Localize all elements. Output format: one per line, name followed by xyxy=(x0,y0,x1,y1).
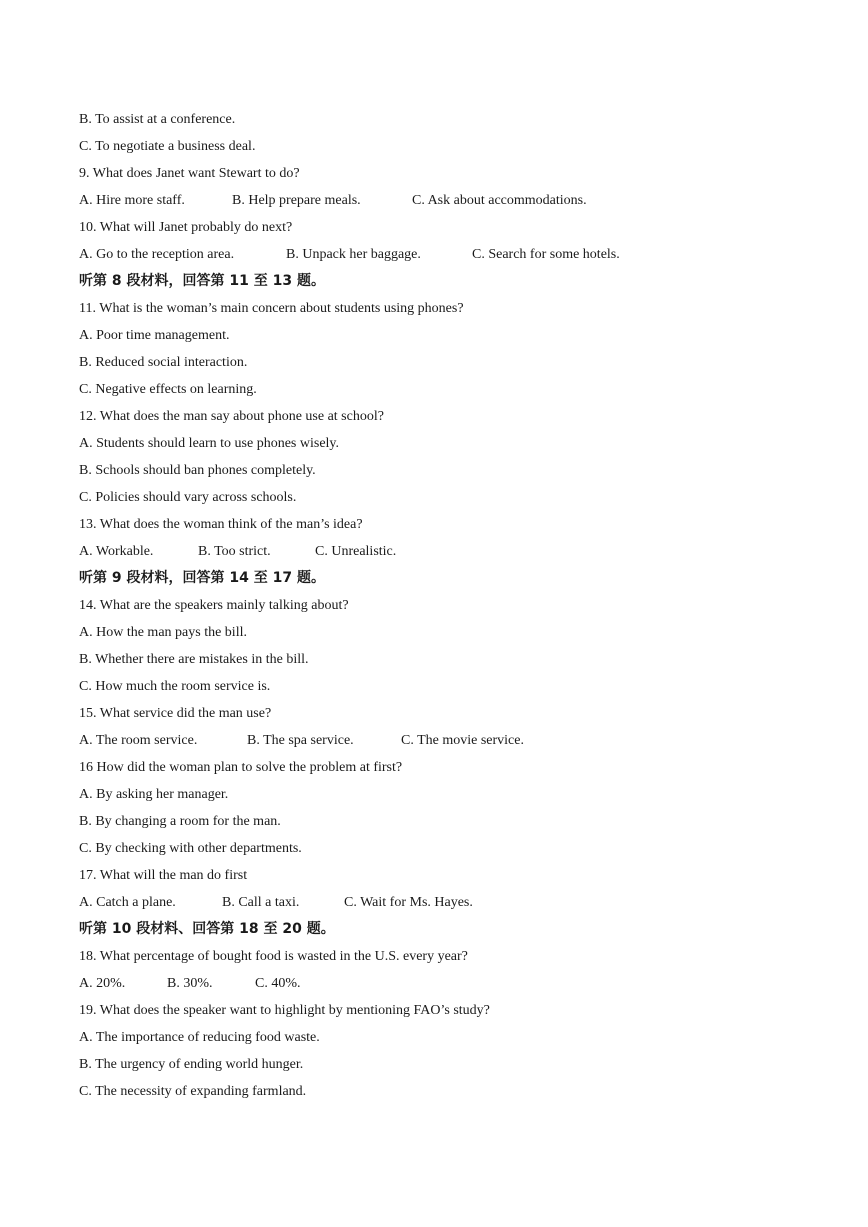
question-18: 18. What percentage of bought food is wasted in the U.S. every year? xyxy=(79,949,468,964)
question-14: 14. What are the speakers mainly talking about? xyxy=(79,598,349,613)
section-heading-8: 听第 8 段材料，回答第 11 至 13 题。 xyxy=(79,273,325,289)
option-c: C. Negative effects on learning. xyxy=(79,382,257,397)
option-line: C. To negotiate a business deal. xyxy=(79,139,256,154)
question-19: 19. What does the speaker want to highlight by mentioning FAO’s study? xyxy=(79,1003,490,1018)
question-9: 9. What does Janet want Stewart to do? xyxy=(79,166,300,181)
document-page xyxy=(79,106,819,1105)
option-a: A. Catch a plane. xyxy=(79,895,176,910)
option-a: A. Students should learn to use phones wisely. xyxy=(79,436,340,451)
option-c: C. How much the room service is. xyxy=(79,679,271,694)
option-c: C. The necessity of expanding farmland. xyxy=(79,1084,307,1099)
option-c: C. Search for some hotels. xyxy=(472,247,620,262)
question-13-options xyxy=(79,538,819,565)
option-b: B. The urgency of ending world hunger. xyxy=(79,1057,304,1072)
option-b: B. Reduced social interaction. xyxy=(79,355,248,370)
option-a: A. The room service. xyxy=(79,733,198,748)
option-c: C. 40%. xyxy=(255,976,301,991)
option-b: B. The spa service. xyxy=(247,733,354,748)
option-a: A. 20%. xyxy=(79,976,126,991)
option-a: A. How the man pays the bill. xyxy=(79,625,247,640)
question-17: 17. What will the man do first xyxy=(79,868,248,883)
option-b: B. Too strict. xyxy=(198,544,271,559)
question-11: 11. What is the woman’s main concern about students using phones? xyxy=(79,301,464,316)
question-15-options xyxy=(79,727,819,754)
question-12: 12. What does the man say about phone use at school? xyxy=(79,409,384,424)
option-c: C. The movie service. xyxy=(401,733,524,748)
question-16: 16 How did the woman plan to solve the problem at first? xyxy=(79,760,403,775)
question-10: 10. What will Janet probably do next? xyxy=(79,220,293,235)
option-c: C. Policies should vary across schools. xyxy=(79,490,297,505)
section-heading-9: 听第 9 段材料，回答第 14 至 17 题。 xyxy=(79,570,325,586)
option-a: A. Hire more staff. xyxy=(79,193,185,208)
option-b: B. Unpack her baggage. xyxy=(286,247,421,262)
option-b: B. Schools should ban phones completely. xyxy=(79,463,316,478)
question-17-options xyxy=(79,889,819,916)
option-a: A. The importance of reducing food waste. xyxy=(79,1030,320,1045)
option-b: B. 30%. xyxy=(167,976,213,991)
question-15: 15. What service did the man use? xyxy=(79,706,272,721)
option-a: A. Workable. xyxy=(79,544,154,559)
question-10-options xyxy=(79,241,819,268)
option-b: B. Help prepare meals. xyxy=(232,193,361,208)
option-c: C. Unrealistic. xyxy=(315,544,397,559)
question-18-options xyxy=(79,970,819,997)
question-9-options xyxy=(79,187,819,214)
option-line: B. To assist at a conference. xyxy=(79,112,236,127)
option-b: B. By changing a room for the man. xyxy=(79,814,281,829)
option-a: A. Poor time management. xyxy=(79,328,230,343)
question-13: 13. What does the woman think of the man’s idea? xyxy=(79,517,363,532)
section-heading-10: 听第 10 段材料、回答第 18 至 20 题。 xyxy=(79,921,335,937)
option-b: B. Call a taxi. xyxy=(222,895,300,910)
option-c: C. By checking with other departments. xyxy=(79,841,302,856)
option-c: C. Wait for Ms. Hayes. xyxy=(344,895,473,910)
option-a: A. By asking her manager. xyxy=(79,787,229,802)
option-b: B. Whether there are mistakes in the bill. xyxy=(79,652,309,667)
option-c: C. Ask about accommodations. xyxy=(412,193,587,208)
option-a: A. Go to the reception area. xyxy=(79,247,235,262)
